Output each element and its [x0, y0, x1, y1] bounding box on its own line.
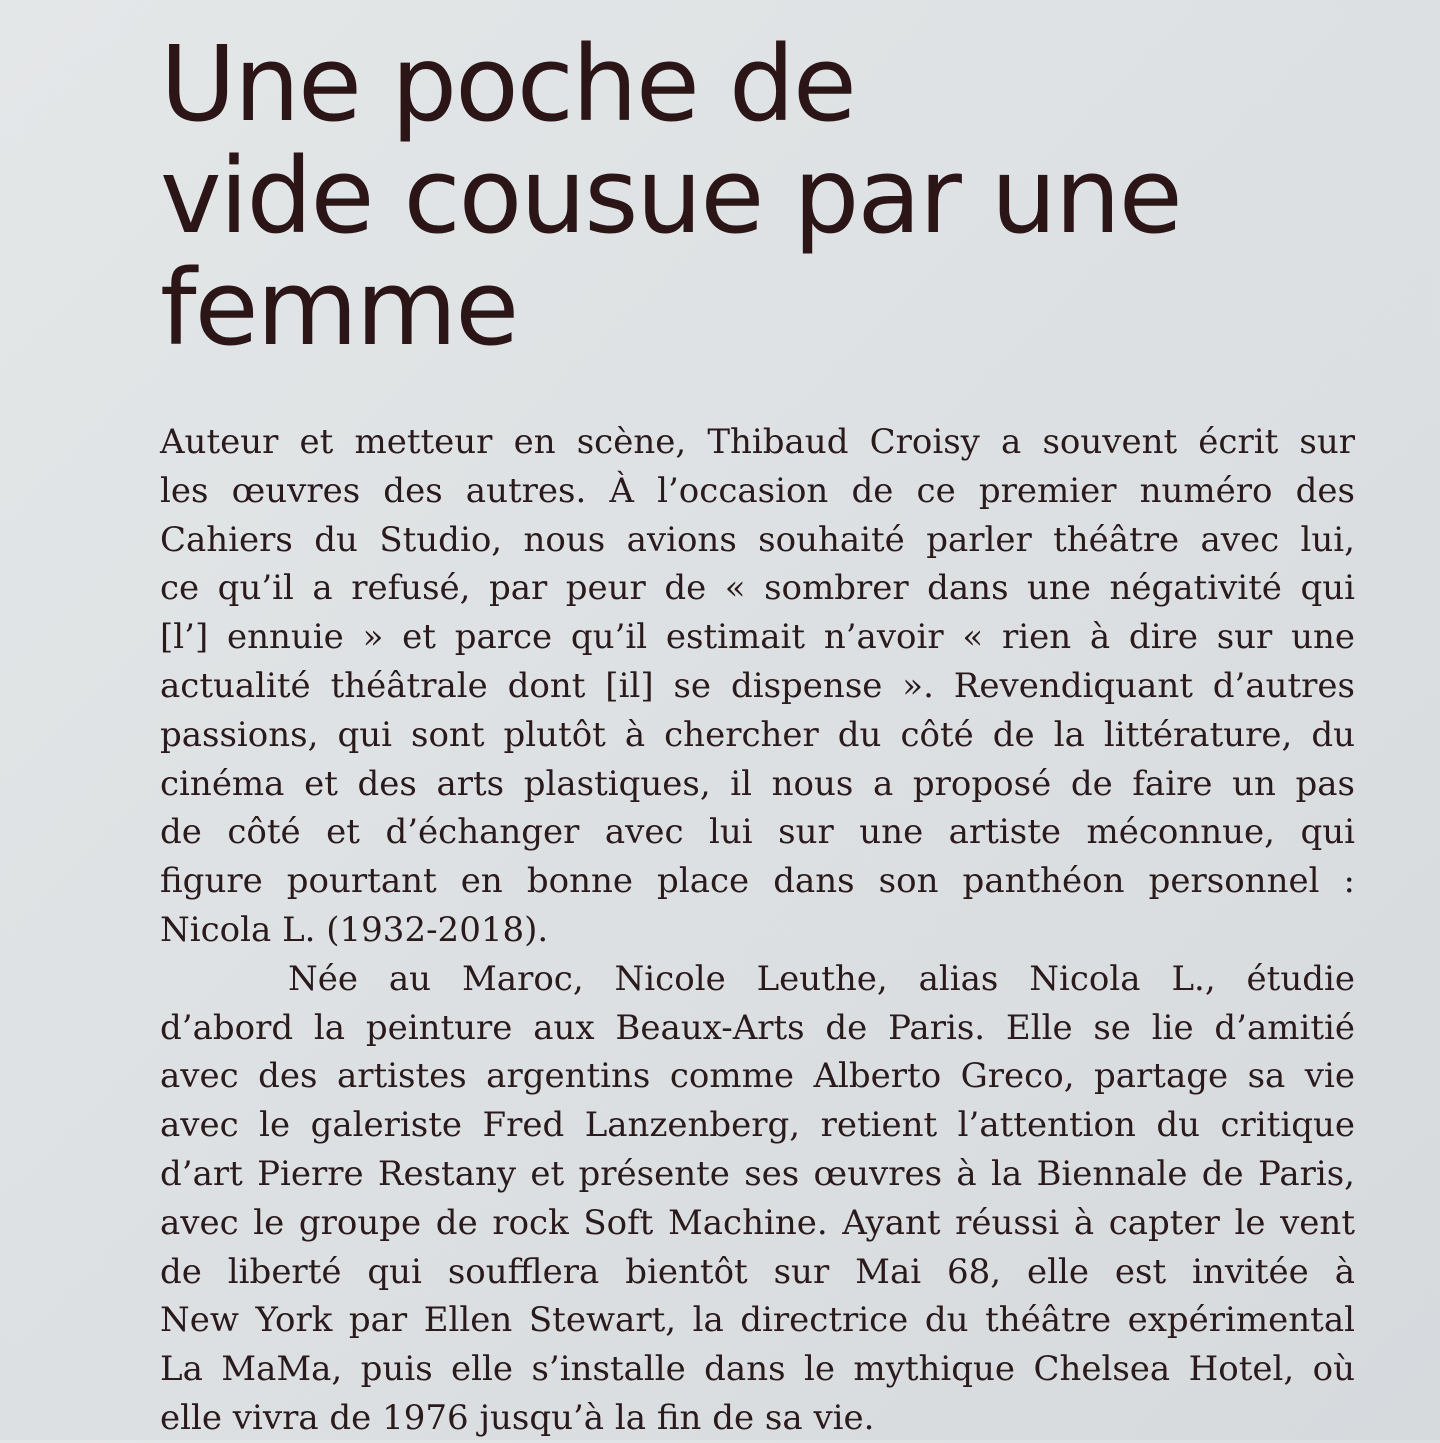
text-line: actualité théâtrale dont [il] se dispense ». Revendiquant d’autres — [160, 665, 1355, 706]
title-line: femme — [160, 247, 518, 369]
text-line: elle vivra de 1976 jusqu’à la fin de sa vie. — [160, 1397, 875, 1438]
text-line: figure pourtant en bonne place dans son panthéon personnel : — [160, 861, 1355, 902]
text-line: de liberté qui soufflera bientôt sur Mai 68, elle est invitée à — [160, 1251, 1355, 1292]
text-line: ce qu’il a refusé, par peur de « sombrer dans une négativité qui — [160, 568, 1355, 609]
paragraph-biography — [160, 955, 1355, 1443]
title-line: vide cousue par une — [160, 135, 1181, 257]
text-line: cinéma et des arts plastiques, il nous a proposé de faire un pas — [160, 763, 1355, 804]
text-line: avec le groupe de rock Soft Machine. Ayant réussi à capter le vent — [160, 1202, 1355, 1243]
text-line: Née au Maroc, Nicole Leuthe, alias Nicola L., étudie — [288, 958, 1355, 999]
article-body — [160, 418, 1355, 1443]
paragraph-intro — [160, 418, 1355, 955]
text-line: passions, qui sont plutôt à chercher du côté de la littérature, du — [160, 714, 1355, 755]
text-line: d’art Pierre Restany et présente ses œuvres à la Biennale de Paris, — [160, 1153, 1355, 1194]
article-title — [160, 23, 1310, 369]
text-line: La MaMa, puis elle s’installe dans le mythique Chelsea Hotel, où — [160, 1349, 1355, 1390]
text-line: les œuvres des autres. À l’occasion de ce premier numéro des — [160, 470, 1355, 511]
text-line: d’abord la peinture aux Beaux-Arts de Paris. Elle se lie d’amitié — [160, 1007, 1355, 1048]
text-line: New York par Ellen Stewart, la directrice du théâtre expérimental — [160, 1300, 1355, 1341]
title-line: Une poche de — [160, 23, 855, 145]
text-line: [l’] ennuie » et parce qu’il estimait n’avoir « rien à dire sur une — [160, 617, 1355, 658]
text-line: Cahiers du Studio, nous avions souhaité parler théâtre avec lui, — [160, 519, 1355, 560]
text-line: avec le galeriste Fred Lanzenberg, retient l’attention du critique — [160, 1105, 1355, 1146]
text-line: avec des artistes argentins comme Alberto Greco, partage sa vie — [160, 1056, 1355, 1097]
text-line: de côté et d’échanger avec lui sur une artiste méconnue, qui — [160, 812, 1355, 853]
text-line: Nicola L. (1932-2018). — [160, 909, 549, 950]
text-line: Auteur et metteur en scène, Thibaud Croisy a souvent écrit sur — [160, 422, 1355, 462]
